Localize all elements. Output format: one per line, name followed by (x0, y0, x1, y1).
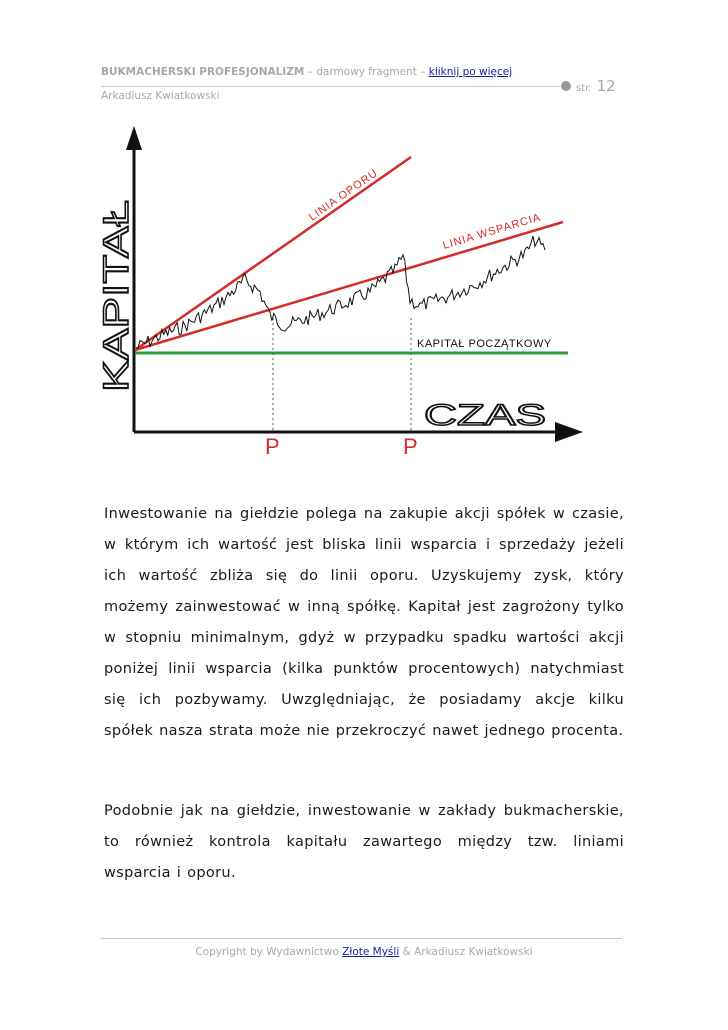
publisher-link[interactable]: Złote Myśli (342, 946, 400, 958)
support-line (135, 222, 563, 350)
more-link[interactable]: kliknij po więcej (428, 66, 513, 78)
marker-label: P (403, 434, 418, 459)
body-paragraph: Inwestowanie na giełdzie polega na zakupie akcji spółek w czasie, w którym ich wartość jest bliska linii wsparcia i sprzedaży jeżeli ich wartość zbliża się do linii oporu. Uzyskujemy zysk, który możemy zainwestować w inną spółkę. Kapitał jest zagrożony tylko w stopniu minimalnym, gdyż w przypadku spadku wartości akcji poniżej linii wsparcia (kilka punktów procentowych) natychmiast się ich pozbywamy. Uwzględniając, że posiadamy akcje kilku spółek nasza strata może nie przekroczyć nawet jednego procenta. (104, 506, 624, 739)
footer-suffix: & Arkadiusz Kwiatkowski (399, 946, 533, 958)
page-label: str. (576, 83, 592, 94)
page-number-value: 12 (596, 77, 616, 95)
page-footer (0, 946, 728, 958)
footer-rule (101, 938, 622, 939)
x-axis-label: CZAS (424, 399, 546, 432)
fragment-text: darmowy fragment (316, 66, 417, 78)
marker-label: P (265, 434, 280, 459)
resistance-label: LINIA OPORU (306, 166, 381, 224)
y-axis-arrow-icon (126, 126, 142, 150)
body-paragraph: Podobnie jak na giełdzie, inwestowanie w zakłady bukmacherskie, to również kontrola kapitału zawartego między tzw. liniami wsparcia i oporu. (104, 803, 624, 881)
starting-capital-label: KAPITAŁ POCZĄTKOWY (417, 338, 552, 350)
footer-prefix: Copyright by Wydawnictwo (195, 946, 343, 958)
support-resistance-diagram (0, 0, 728, 480)
x-axis-arrow-icon (555, 422, 583, 442)
y-axis-label: KAPITAŁ (97, 250, 136, 392)
author-name: Arkadiusz Kwiatkowski (101, 90, 220, 102)
header-separator: – (416, 66, 429, 78)
resistance-line (135, 157, 411, 350)
header-separator: – (304, 66, 317, 78)
support-label: LINIA WSPARCIA (441, 211, 543, 252)
book-title: BUKMACHERSKI PROFESJONALIZM (101, 66, 305, 78)
